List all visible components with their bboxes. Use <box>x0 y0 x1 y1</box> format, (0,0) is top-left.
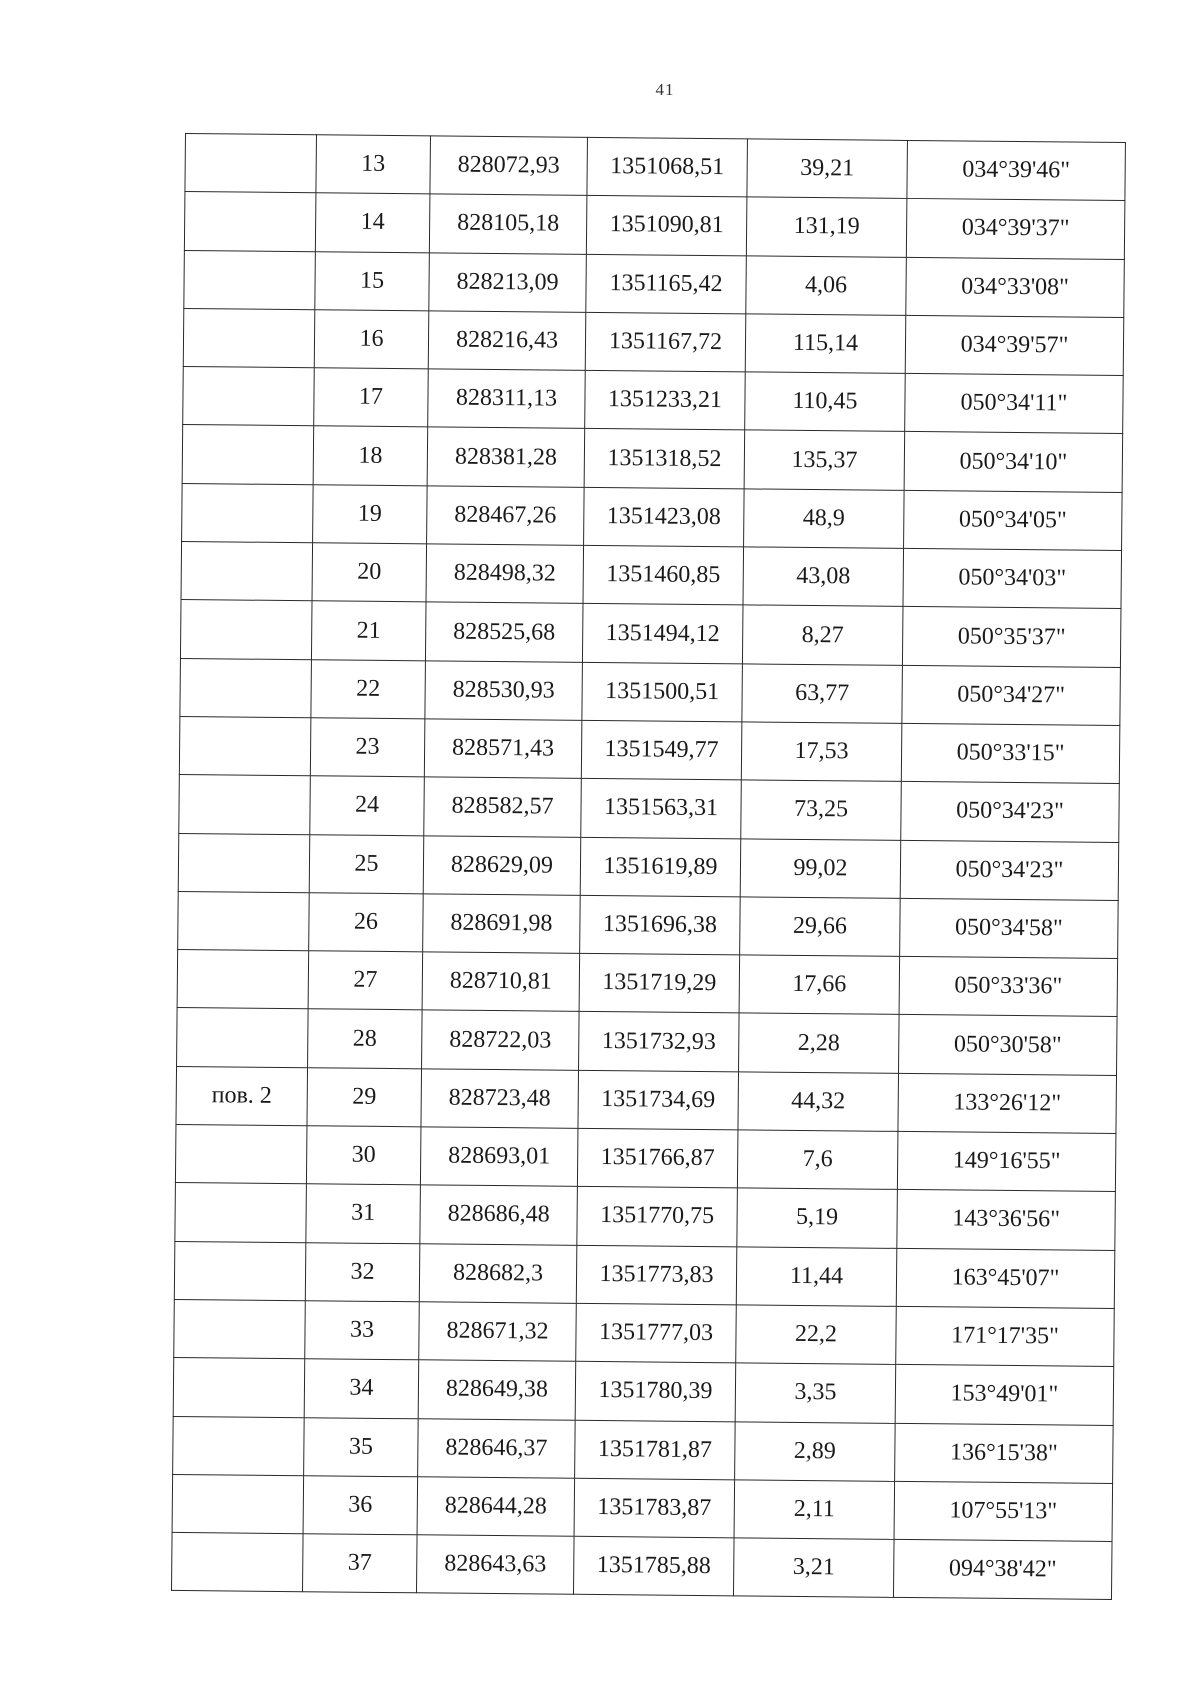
cell-point-number: 34 <box>304 1359 419 1418</box>
cell-distance: 63,77 <box>742 664 903 724</box>
table-row <box>182 483 1123 550</box>
cell-direction-angle: 050°34'03" <box>903 548 1122 608</box>
cell-distance: 99,02 <box>740 838 901 898</box>
cell-turn-label <box>174 1241 306 1301</box>
cell-x-coordinate: 828105,18 <box>429 194 587 254</box>
table-row <box>180 600 1121 667</box>
cell-x-coordinate: 828722,03 <box>422 1010 580 1070</box>
cell-direction-angle: 050°34'23" <box>901 782 1120 842</box>
cell-distance: 7,6 <box>737 1130 898 1190</box>
cell-y-coordinate: 1351494,12 <box>582 604 743 664</box>
cell-x-coordinate: 828646,37 <box>418 1418 576 1478</box>
cell-distance: 11,44 <box>736 1246 897 1306</box>
cell-direction-angle: 171°17'35" <box>896 1306 1115 1366</box>
cell-distance: 110,45 <box>745 372 906 432</box>
cell-y-coordinate: 1351770,75 <box>577 1187 738 1247</box>
cell-x-coordinate: 828671,32 <box>419 1302 577 1362</box>
table-row <box>178 833 1119 900</box>
cell-y-coordinate: 1351549,77 <box>581 720 742 780</box>
cell-point-number: 21 <box>311 601 426 660</box>
cell-point-number: 30 <box>306 1126 421 1185</box>
cell-direction-angle: 034°39'46" <box>907 140 1126 200</box>
cell-point-number: 35 <box>304 1417 419 1476</box>
cell-y-coordinate: 1351719,29 <box>579 953 740 1013</box>
cell-direction-angle: 050°34'27" <box>902 665 1121 725</box>
cell-direction-angle: 163°45'07" <box>896 1248 1115 1308</box>
cell-y-coordinate: 1351777,03 <box>576 1303 737 1363</box>
cell-y-coordinate: 1351460,85 <box>583 545 744 605</box>
cell-turn-label <box>172 1474 304 1534</box>
cell-turn-label <box>178 833 310 893</box>
cell-turn-label <box>175 1183 307 1243</box>
cell-point-number: 29 <box>307 1067 422 1126</box>
cell-point-number: 36 <box>303 1476 418 1535</box>
cell-distance: 3,35 <box>735 1363 896 1423</box>
cell-y-coordinate: 1351068,51 <box>587 137 748 197</box>
cell-x-coordinate: 828381,28 <box>427 427 585 487</box>
cell-y-coordinate: 1351785,88 <box>573 1536 734 1596</box>
cell-point-number: 27 <box>308 951 423 1010</box>
cell-turn-label <box>173 1358 305 1418</box>
cell-x-coordinate: 828213,09 <box>429 252 587 312</box>
cell-distance: 29,66 <box>740 897 901 957</box>
cell-x-coordinate: 828693,01 <box>420 1127 578 1187</box>
cell-turn-label <box>183 367 315 427</box>
cell-turn-label <box>182 483 314 543</box>
table-row <box>173 1358 1114 1425</box>
cell-y-coordinate: 1351780,39 <box>575 1362 736 1422</box>
table-row <box>175 1125 1116 1192</box>
cell-turn-label <box>183 308 315 368</box>
cell-point-number: 37 <box>302 1534 417 1593</box>
cell-turn-label <box>174 1299 306 1359</box>
cell-direction-angle: 094°38'42" <box>893 1539 1112 1599</box>
cell-direction-angle: 133°26'12" <box>898 1073 1117 1133</box>
cell-x-coordinate: 828723,48 <box>421 1069 579 1129</box>
cell-x-coordinate: 828710,81 <box>422 952 580 1012</box>
table-row <box>174 1241 1115 1308</box>
cell-direction-angle: 136°15'38" <box>895 1423 1114 1483</box>
table-row <box>185 134 1126 201</box>
cell-distance: 39,21 <box>747 139 908 199</box>
cell-point-number: 24 <box>310 776 425 835</box>
cell-turn-label <box>178 891 310 951</box>
cell-distance: 48,9 <box>744 489 905 549</box>
cell-point-number: 17 <box>314 368 429 427</box>
cell-distance: 43,08 <box>743 547 904 607</box>
cell-distance: 2,28 <box>739 1013 900 1073</box>
cell-x-coordinate: 828649,38 <box>418 1360 576 1420</box>
cell-point-number: 14 <box>315 193 430 252</box>
table-row <box>178 891 1119 958</box>
cell-x-coordinate: 828582,57 <box>424 777 582 837</box>
table-row <box>181 542 1122 609</box>
cell-point-number: 31 <box>306 1184 421 1243</box>
table-row <box>184 250 1125 317</box>
cell-point-number: 20 <box>312 543 427 602</box>
cell-x-coordinate: 828682,3 <box>419 1243 577 1303</box>
cell-y-coordinate: 1351619,89 <box>580 837 741 897</box>
cell-distance: 8,27 <box>742 605 903 665</box>
cell-x-coordinate: 828686,48 <box>420 1185 578 1245</box>
cell-direction-angle: 153°49'01" <box>895 1365 1114 1425</box>
table-row <box>183 367 1124 434</box>
cell-y-coordinate: 1351783,87 <box>574 1478 735 1538</box>
cell-distance: 135,37 <box>744 430 905 490</box>
cell-direction-angle: 050°34'23" <box>900 840 1119 900</box>
table-row <box>172 1533 1113 1600</box>
cell-distance: 17,66 <box>739 955 900 1015</box>
cell-turn-label: пов. 2 <box>176 1066 308 1126</box>
cell-turn-label <box>181 542 313 602</box>
coordinates-table <box>171 133 1126 1600</box>
cell-y-coordinate: 1351734,69 <box>578 1070 739 1130</box>
cell-distance: 115,14 <box>745 314 906 374</box>
cell-distance: 5,19 <box>737 1188 898 1248</box>
cell-y-coordinate: 1351318,52 <box>584 429 745 489</box>
cell-y-coordinate: 1351732,93 <box>579 1012 740 1072</box>
cell-x-coordinate: 828525,68 <box>425 602 583 662</box>
cell-y-coordinate: 1351773,83 <box>576 1245 737 1305</box>
cell-distance: 3,21 <box>733 1538 894 1598</box>
cell-turn-label <box>179 775 311 835</box>
table-row <box>179 775 1120 842</box>
table-row <box>180 658 1121 725</box>
table-row <box>179 716 1120 783</box>
cell-y-coordinate: 1351766,87 <box>577 1128 738 1188</box>
cell-distance: 2,11 <box>734 1480 895 1540</box>
cell-point-number: 15 <box>315 251 430 310</box>
page-number: 41 <box>655 80 675 99</box>
cell-distance: 4,06 <box>746 255 907 315</box>
cell-distance: 73,25 <box>741 780 902 840</box>
cell-point-number: 32 <box>305 1242 420 1301</box>
cell-turn-label <box>177 950 309 1010</box>
cell-direction-angle: 050°34'05" <box>904 490 1123 550</box>
cell-distance: 131,19 <box>746 197 907 257</box>
table-row <box>176 1066 1117 1133</box>
cell-y-coordinate: 1351423,08 <box>584 487 745 547</box>
cell-point-number: 16 <box>314 310 429 369</box>
table-body <box>172 134 1126 1600</box>
cell-direction-angle: 050°30'58" <box>899 1015 1118 1075</box>
cell-point-number: 33 <box>305 1301 420 1360</box>
cell-direction-angle: 149°16'55" <box>897 1131 1116 1191</box>
cell-distance: 44,32 <box>738 1072 899 1132</box>
cell-point-number: 18 <box>313 426 428 485</box>
cell-y-coordinate: 1351165,42 <box>586 254 747 314</box>
cell-x-coordinate: 828498,32 <box>426 544 584 604</box>
coordinates-table-container <box>171 133 1125 1600</box>
cell-turn-label <box>177 1008 309 1068</box>
cell-turn-label <box>185 134 317 194</box>
cell-turn-label <box>175 1125 307 1185</box>
cell-turn-label <box>180 600 312 660</box>
cell-direction-angle: 050°34'11" <box>905 374 1124 434</box>
cell-x-coordinate: 828629,09 <box>423 835 581 895</box>
cell-distance: 22,2 <box>736 1305 897 1365</box>
cell-point-number: 26 <box>309 893 424 952</box>
cell-direction-angle: 034°39'37" <box>906 199 1125 259</box>
cell-point-number: 19 <box>313 485 428 544</box>
cell-distance: 17,53 <box>741 722 902 782</box>
cell-x-coordinate: 828467,26 <box>427 486 585 546</box>
cell-turn-label <box>179 716 311 776</box>
cell-point-number: 25 <box>309 834 424 893</box>
cell-direction-angle: 107°55'13" <box>894 1481 1113 1541</box>
cell-x-coordinate: 828311,13 <box>428 369 586 429</box>
cell-turn-label <box>184 192 316 252</box>
cell-point-number: 23 <box>310 718 425 777</box>
cell-x-coordinate: 828571,43 <box>424 719 582 779</box>
cell-x-coordinate: 828072,93 <box>430 136 588 196</box>
cell-turn-label <box>172 1533 304 1593</box>
cell-point-number: 22 <box>311 659 426 718</box>
cell-direction-angle: 050°34'58" <box>900 898 1119 958</box>
table-row <box>172 1474 1113 1541</box>
table-row <box>173 1416 1114 1483</box>
cell-y-coordinate: 1351090,81 <box>586 196 747 256</box>
cell-x-coordinate: 828644,28 <box>417 1477 575 1537</box>
cell-y-coordinate: 1351233,21 <box>585 371 746 431</box>
cell-x-coordinate: 828216,43 <box>428 311 586 371</box>
table-row <box>184 192 1125 259</box>
cell-x-coordinate: 828643,63 <box>416 1535 574 1595</box>
cell-direction-angle: 034°33'08" <box>906 257 1125 317</box>
cell-distance: 2,89 <box>735 1421 896 1481</box>
table-row <box>175 1183 1116 1250</box>
table-row <box>183 308 1124 375</box>
cell-turn-label <box>182 425 314 485</box>
table-row <box>177 950 1118 1017</box>
cell-x-coordinate: 828691,98 <box>423 894 581 954</box>
cell-turn-label <box>173 1416 305 1476</box>
cell-direction-angle: 050°33'36" <box>899 957 1118 1017</box>
table-row <box>174 1299 1115 1366</box>
cell-y-coordinate: 1351696,38 <box>580 895 741 955</box>
cell-y-coordinate: 1351500,51 <box>582 662 743 722</box>
cell-x-coordinate: 828530,93 <box>425 661 583 721</box>
cell-y-coordinate: 1351167,72 <box>585 312 746 372</box>
table-row <box>177 1008 1118 1075</box>
cell-turn-label <box>180 658 312 718</box>
cell-direction-angle: 050°33'15" <box>901 723 1120 783</box>
cell-y-coordinate: 1351781,87 <box>575 1420 736 1480</box>
cell-direction-angle: 050°34'10" <box>904 432 1123 492</box>
table-row <box>182 425 1123 492</box>
cell-turn-label <box>184 250 316 310</box>
cell-direction-angle: 034°39'57" <box>905 315 1124 375</box>
cell-point-number: 13 <box>316 135 431 194</box>
cell-y-coordinate: 1351563,31 <box>581 779 742 839</box>
cell-direction-angle: 143°36'56" <box>897 1190 1116 1250</box>
cell-point-number: 28 <box>308 1009 423 1068</box>
cell-direction-angle: 050°35'37" <box>902 607 1121 667</box>
